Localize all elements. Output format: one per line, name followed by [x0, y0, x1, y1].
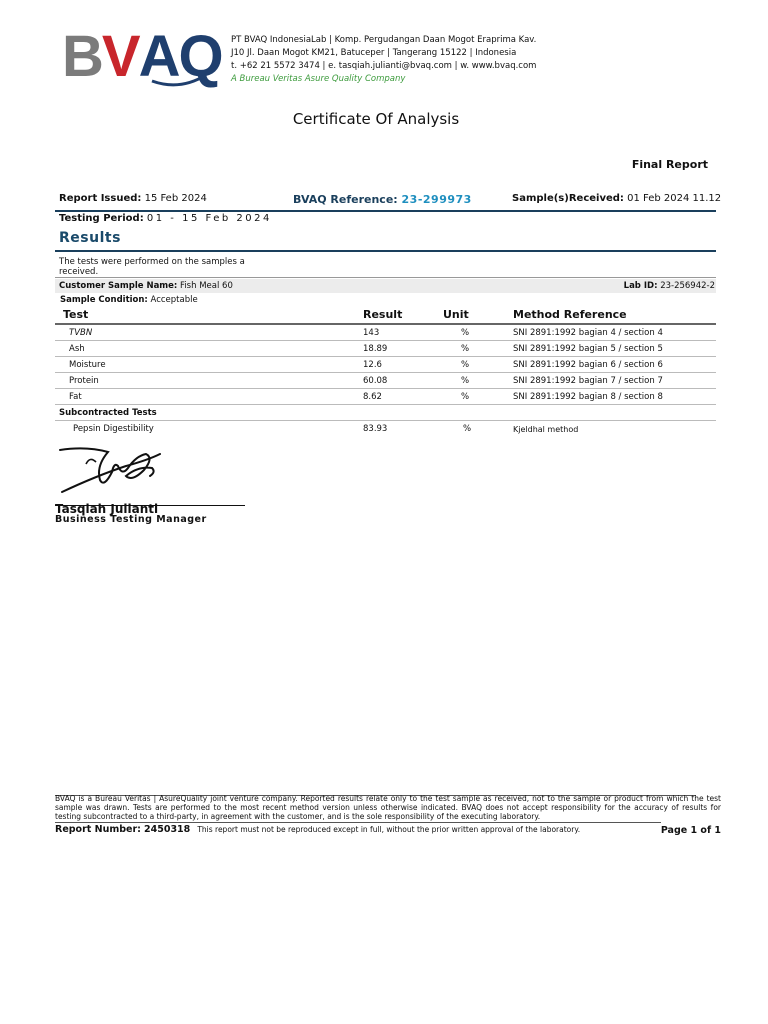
sample-condition — [60, 296, 198, 306]
bvaq-reference — [293, 193, 472, 206]
page-number: Page 1 of 1 — [660, 825, 721, 836]
footer-bottom — [55, 824, 721, 835]
header-divider — [55, 210, 716, 212]
bvaq-reference-label: BVAQ Reference: — [293, 193, 398, 206]
row-method: SNI 2891:1992 bagian 4 / section 4 — [513, 324, 716, 341]
row-result: 143 — [363, 324, 443, 341]
row-test: Ash — [55, 341, 363, 357]
table-header-row — [55, 306, 716, 324]
address-line-1: PT BVAQ IndonesiaLab | Komp. Pergudangan Daan Mogot Eraprima Kav. — [231, 35, 537, 45]
row-test: Fat — [55, 389, 363, 405]
report-issued — [59, 193, 207, 204]
lab-id — [624, 282, 715, 292]
row-test: Pepsin Digestibility — [73, 424, 154, 434]
handwritten-signature — [56, 436, 166, 500]
bvaq-reference-value: 23-299973 — [401, 193, 472, 206]
testing-period-value: 01 - 15 Feb 2024 — [146, 213, 272, 224]
table-row — [55, 341, 716, 357]
footer-divider-2 — [55, 822, 661, 823]
samples-received-label: Sample(s)Received: — [512, 193, 624, 204]
header-unit: Unit — [443, 306, 513, 324]
footer-disclaimer: BVAQ is a Bureau Veritas | AsureQuality joint venture company. Reported results relate only to the test sample as received, not to the sample or product from which the test sample was drawn. Tests are performed to the most recent method version unless otherwise indicated. BVAQ does not accept responsibility for the accuracy of results for testing subcontracted to a third-party, in agreement with the customer, and is the sole responsibility of the executing laboratory. — [55, 794, 721, 821]
reproduction-note: This report must not be reproduced except in full, without the prior written approval of the laboratory. — [197, 825, 581, 834]
report-number-value: 2450318 — [144, 824, 191, 835]
sample-condition-label: Sample Condition: — [60, 295, 148, 305]
testing-period — [59, 213, 272, 224]
row-unit: % — [443, 324, 513, 341]
row-result: 83.93 — [363, 424, 388, 434]
table-row — [55, 373, 716, 389]
row-unit: % — [443, 357, 513, 373]
table-row — [55, 357, 716, 373]
report-issued-value: 15 Feb 2024 — [144, 193, 207, 204]
row-test: Protein — [55, 373, 363, 389]
header-test: Test — [55, 306, 363, 324]
subcontracted-heading-row — [55, 405, 716, 421]
tests-note: The tests were performed on the samples a received. — [59, 257, 245, 277]
row-result: 12.6 — [363, 357, 443, 373]
testing-period-label: Testing Period: — [59, 213, 144, 224]
company-address — [231, 34, 536, 86]
row-method: SNI 2891:1992 bagian 6 / section 6 — [513, 357, 716, 373]
lab-id-value: 23-256942-2 — [660, 281, 715, 291]
table-row — [55, 324, 716, 341]
table-row — [55, 389, 716, 405]
bvaq-logo: BVAQ — [62, 24, 222, 89]
row-test: Moisture — [55, 357, 363, 373]
row-method: SNI 2891:1992 bagian 8 / section 8 — [513, 389, 716, 405]
results-heading: Results — [59, 230, 121, 246]
subcontracted-label: Subcontracted Tests — [55, 405, 716, 421]
header-method: Method Reference — [513, 306, 716, 324]
customer-sample-label: Customer Sample Name: — [59, 281, 178, 291]
header-result: Result — [363, 306, 443, 324]
company-tagline: A Bureau Veritas Asure Quality Company — [231, 74, 406, 84]
row-result: 60.08 — [363, 373, 443, 389]
final-report-label: Final Report — [631, 158, 708, 171]
row-method: SNI 2891:1992 bagian 5 / section 5 — [513, 341, 716, 357]
customer-sample — [59, 282, 233, 292]
address-line-2: J10 Jl. Daan Mogot KM21, Batuceper | Tangerang 15122 | Indonesia — [231, 48, 517, 58]
row-unit: % — [443, 341, 513, 357]
note-divider — [55, 277, 716, 278]
report-issued-label: Report Issued: — [59, 193, 142, 204]
row-unit: % — [443, 373, 513, 389]
contact-line: t. +62 21 5572 3474 | e. tasqiah.julianti@bvaq.com | w. www.bvaq.com — [231, 61, 537, 71]
row-unit: % — [463, 424, 472, 434]
table-row — [55, 421, 716, 437]
row-unit: % — [443, 389, 513, 405]
signatory-name: Tasqiah Julianti — [55, 502, 159, 516]
document-title: Certificate Of Analysis — [292, 110, 460, 128]
lab-id-label: Lab ID: — [623, 281, 658, 291]
sample-condition-value: Acceptable — [150, 295, 198, 305]
logo-swoosh-icon — [150, 55, 210, 89]
report-number-label: Report Number: — [55, 824, 141, 835]
samples-received — [512, 193, 721, 204]
row-result: 18.89 — [363, 341, 443, 357]
samples-received-value: 01 Feb 2024 11.12 — [627, 193, 722, 204]
customer-sample-value: Fish Meal 60 — [180, 281, 233, 291]
row-method: Kjeldhal method — [513, 424, 579, 434]
results-table — [55, 306, 716, 436]
signatory-title: Business Testing Manager — [55, 514, 207, 525]
row-result: 8.62 — [363, 389, 443, 405]
row-method: SNI 2891:1992 bagian 7 / section 7 — [513, 373, 716, 389]
row-test: TVBN — [55, 324, 363, 341]
results-divider — [55, 250, 716, 252]
